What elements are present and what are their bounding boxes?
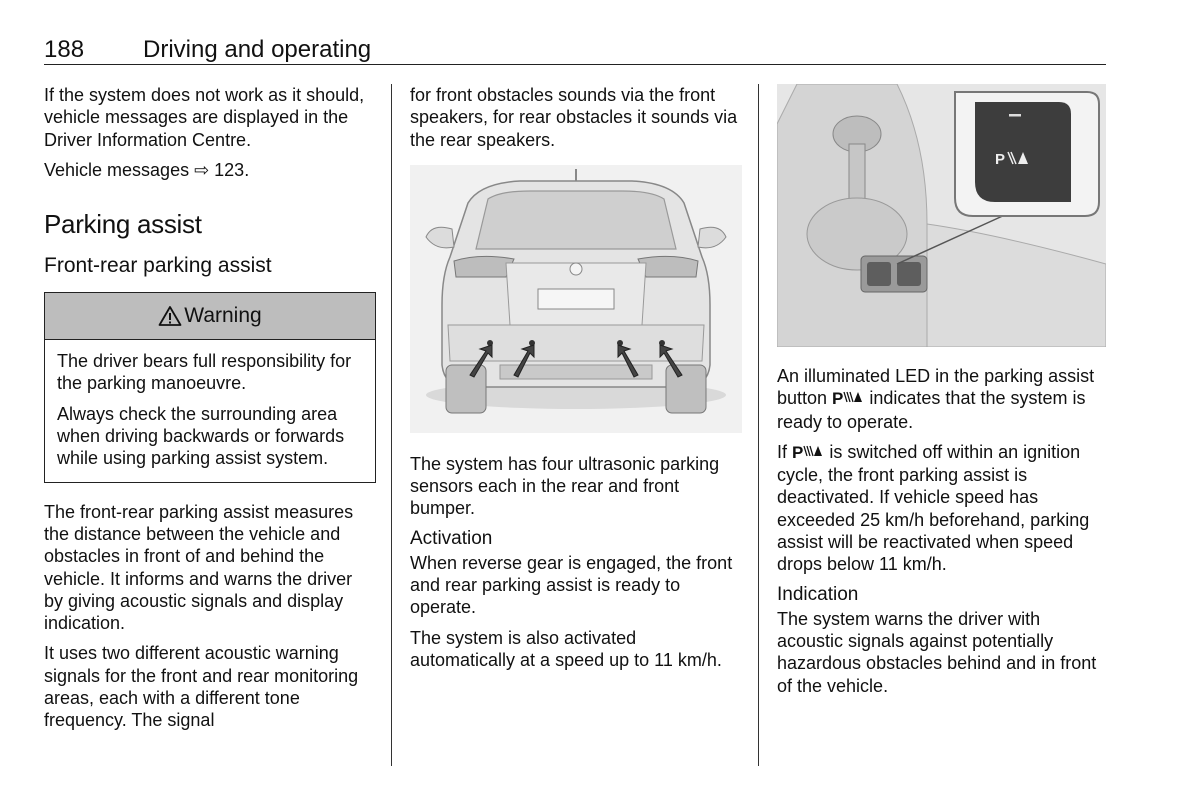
column-divider [758,84,759,766]
front-rear-subheading: Front-rear parking assist [44,254,272,278]
signals-paragraph: It uses two different acoustic warning signals for the front and rear monitoring areas, each with a different tone frequency. The signal [44,643,359,731]
svg-text:P: P [995,151,1006,168]
vehicle-messages-reference[interactable]: Vehicle messages ⇨ 123. [44,159,250,180]
page-number: 188 [44,36,85,63]
rear-sensors-illustration [410,165,742,433]
parking-assist-icon: P [832,388,864,410]
column-3 [777,84,1109,705]
sensors-paragraph: The system has four ultrasonic parking sensors each in the rear and front bumper. [410,453,720,519]
led-text-before: An illuminated LED in the parking assist button [777,366,1095,409]
indication-heading: Indication [777,583,859,605]
warning-header [45,293,375,340]
led-paragraph [777,365,1109,433]
speakers-paragraph: for front obstacles sounds via the front speakers, for rear obstacles it sounds via the rear speakers. [410,85,738,150]
column-2 [410,84,742,679]
activation-paragraph: When reverse gear is engaged, the front and rear parking assist is ready to operate. [410,552,733,618]
if-text-before: If [777,441,793,462]
column-1 [44,84,376,740]
section-title: Driving and operating [143,36,372,63]
parking-button-illustration [777,84,1106,347]
warning-title: Warning [184,304,262,328]
if-text-after: is switched off within an ignition cycle, the front parking assist is deactivated. If vehicle speed has exceeded 25 km/h beforehand, parking assist will be reactivated when speed drops below 11 km/h. [777,441,1090,575]
warning-box [44,292,376,482]
auto-activation-paragraph: The system is also activated automatically at a speed up to 11 km/h. [410,627,722,670]
led-text-after: indicates that the system is ready to operate. [777,388,1086,432]
warning-paragraph: The driver bears full responsibility for the parking manoeuvre. [57,351,352,394]
warning-paragraph: Always check the surrounding area when driving backwards or forwards while using parking assist system. [57,403,345,469]
intro-paragraph: If the system does not work as it should, vehicle messages are displayed in the Driver Information Centre. [44,85,365,150]
indication-paragraph: The system warns the driver with acoustic signals against potentially hazardous obstacles behind and in front of the vehicle. [777,608,1097,696]
switched-off-paragraph [777,441,1109,576]
console-icon [777,84,1106,347]
parking-assist-heading: Parking assist [44,209,202,240]
parking-assist-icon: P [792,442,824,464]
measures-paragraph: The front-rear parking assist measures the distance between the vehicle and obstacles in front of and behind the vehicle. It informs and warns the driver by giving acoustic signals and display indication. [44,501,354,634]
warning-body [45,340,375,481]
activation-heading: Activation [410,527,493,549]
warning-triangle-icon [158,305,182,327]
page-header [44,36,1106,65]
car-rear-icon [410,165,742,433]
column-divider [391,84,392,766]
